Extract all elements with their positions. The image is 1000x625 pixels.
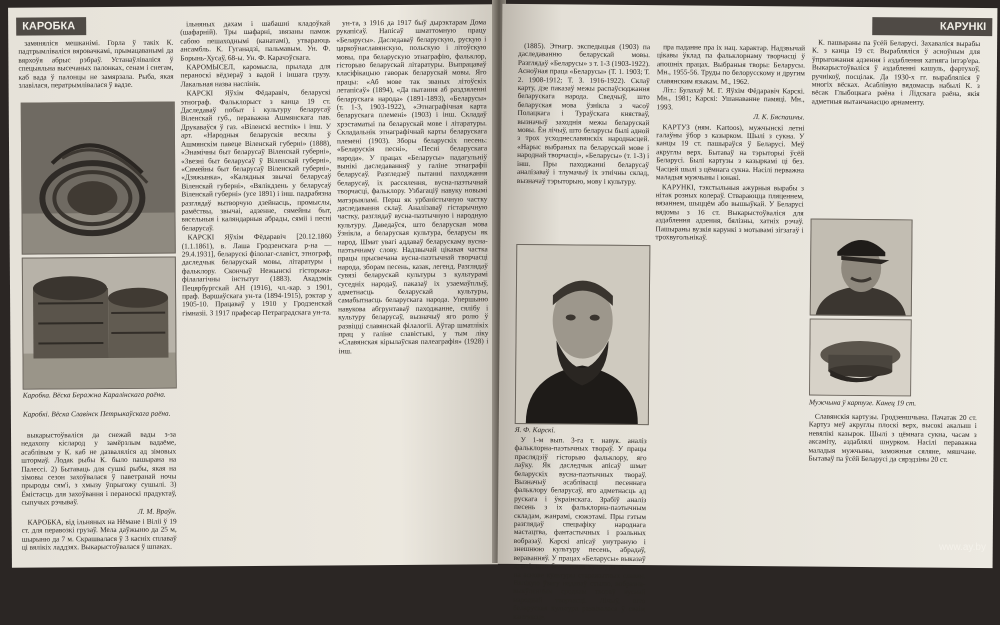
karski-portrait [515, 244, 651, 425]
paragraph: выкарыстоўваліся да снежай вады з-за недахопу кісларод у замёрзлым вадаёме, асаблівым у К. каб не дазваляліся ад зімовых штормаў. Лодак рыбы К. было пашырана на Палессі. 2) Бытаваць для сушкі рыбы, якая на зімовы сезон захоўвалася ў паветранай ночы прыроды сям'і, з хмызу ўпрыгожу сушылі. 3) Ёмістасць для захоўвання і пераноскі прадуктаў, сыпучых рэчываў. [21, 431, 177, 508]
entry-karomysel: КАРОМЫСЕЛ, каромысла, прылада для пераноскі вёдзераў з вадой і іншага грузу. Лакальная назва наслінік. [180, 62, 330, 88]
paragraph: ун-та, з 1916 да 1917 быў дырэктарам Дома рукапісаў. Напісаў шматтомную працу «Беларусы». Даследаваў беларускую, рускую і царкоўнаславянскую, польскую і літоўскую мовы, пра беларускую этнаграфію, фальклор, гісторыю беларускай літаратуры. Выпрацаваў класіфікацыю гаворак беларускай мовы. Яго працы: «Аб мове так званых літоўскіх летапісаў» (1894), «Да пытання аб раздзяленні беларускага народа» (1891-1893), «Беларусы» (т. 1-3, 1903-1922), «Этнаграфічная карта беларускага племені» (1903) і інш. Складаў хрэстаматыі па беларускай мове і літаратуры. Складальнік этнаграфічнай карты беларускага племені (1903). Зборы беларускіх песень: «Беларускія песні», «Песні беларускага народа». У працах «Беларусы» падагульніў вынікі даследаванняў у галіне этнаграфіі беларусаў. Разгледзеў пытанні паходжання беларусаў, іх рассялення, вусна-паэтычнай творчасці, фальклору. Узбагаціў навуку новымі матэрыяламі. Перш як урбаністычную частку даследавання склаў. Аналізаваў гістарычную частку, разглядаў вусна-паэтычную і народную культуру. Даведаўся, што беларуская мова ўзнікла, а беларуская культура, беларусы як народ. Шмат увагі аддаваў беларускаму вусна-паэтычнаму слову. Надзвычай цікавая частка працы прысвечана вусна-паэтычнай творчасці народа, зборам песень, казак, легенд. Разглядаў сувязі беларускай культуры з культурамі суседніх народаў, паказаў іх узаемаўплыў, адметнасць беларускай культуры, самабытнасць беларускага народа. Упершыню навукова абгрунтаваў паходжанне, сялібу і культуру беларусаў, вызначыў яго ролю ў развіцці славянскай філалогіі. Аўтар шматлікіх прац у галіне славістыкі, у тым ліку «Славянская кірылаўская палеаграфія» (1928) і інш. [336, 18, 488, 355]
text-column [516, 42, 650, 241]
text-column [811, 39, 981, 216]
watermark: www.ay.by [939, 542, 986, 553]
paragraph: замяняліся мешканімі. Горла ў такіх К. падтрымліваліся вяровачкамі, прымацаванымі да вярхоўя абрыс рэбраў. Устанаўліваліся ў спецыяльна высечаных палонках, сенам і снегам, каб вада ў палонцы не замярзала. Рыба, якая злавілася, ператрымлівалася ў вадзе. [18, 39, 173, 91]
text-column [653, 43, 806, 564]
cap-photo [809, 319, 912, 397]
text-column [336, 18, 490, 563]
text-column [18, 39, 173, 100]
text-column [514, 436, 647, 563]
paragraph: К. пашыраны па ўсёй Беларусі. Захаваліся вырабы К. з канца 19 ст. Вырабляліся ў асноўным для ўпрыгожання адзення і аздаблення хатняга інтэр'ера. Выкарыстоўваліся ў аздабленні кашуль, фартухоў, ручнікоў, посцілак. Да 1930-х гг. вырабляліся ў многіх вёсках. Асаблівую вядомасць набылі К. з вёсак Глыбоцкага раёна і Лідскага раёна, якія адметныя вытанчанасцю арнаменту. [812, 39, 981, 108]
author-signature: Л. М. Враўн. [22, 507, 177, 516]
literature-note: Літ.: Булахаў М. Г. Яўхім Фёдаравіч Карскі. Мн., 1981; Карскі: Ушанаванне памяці. Мн., 1993. [657, 86, 805, 113]
text-column [180, 19, 334, 564]
fish-drums-photo [22, 257, 177, 390]
paragraph: Славянскія картузы. Гродзеншчына. Пачатак 20 ст. Картуз меў акруглы плоскі верх, высокі акалыш і невялікі казырок. Шылі з цёмнага сукна, часам з аксаміту, аздаблялі шнурком. Насілі пераважна маладыя мужчыны, заможныя сяляне, мяшчане. Бытаваў па ўсёй Беларусі да сярэдзіны 20 ст. [808, 413, 976, 465]
caption-cap: Мужчына ў картузе. Канец 19 ст. [809, 399, 977, 409]
paragraph: У 1-м вып. 3-га т. навук. аналіз фальклорна-паэтычных твораў. У працы праслядзіў гісторыю фальклору, яго лаўку. Як даследчык апісаў шмат беларускіх вусна-паэтычных твораў. Вызначыў асаблівасці песеннага фальклору беларусаў, яго адметнасць ад рускага і ўкраінскага. Зрабіў аналіз песень з іх фальклорна-паэтычным складам, жанрамі, сюжэтамі. Пры гэтым разглядаў спецыфіку народнага мастацтва, фантастычных і рэальных вобразаў. Карскі апісаў унутраную і знешнюю культуру песень, абрадаў, вераванняў. У працах «Беларусы» выказаў думкі, што беларуская культура склалася на аснове культуры старажытных славян. Вялікую ўвагу надаваў стылю, вобразна-выяўленчым сродкам твораў вуснай народнай творчасці. Лічыў, што беларуская культура развівалася ў сваім кантэксце. [513, 436, 647, 622]
man-in-cap-photo [810, 219, 913, 317]
left-page [8, 4, 498, 567]
paragraph: (1885). Этнагр. экспедыцыя (1903) па даследаванню беларускай мовы. Разглядаў «Беларусы» з т. 1-3 (1903-1922). Асноўная праца «Беларусы» (Т. 1. 1903; Т. 2. 1908-1912; Т. 3. 1916-1922). Склаў карту, дзе паказаў межы распаўсюджання беларускага народа. Сведчыў, што беларуская мова ўзнікла з часоў Полацкага і Тураўскага княстваў, вызначыў заходнія межы беларускай мовы. Ён лічыў, што беларусы былі адной з трох усходнеславянскіх народнасцей. «Нарыс выбраных па беларускай мове і народнай творчасці», «Беларусы» (т. 1-3) і інш. Пры паходжанні беларусаў аналізаваў і тлумачыў іх этнічны склад, вызначаў тэрыторыю, мову і культуру. [517, 42, 650, 186]
page-header-left: КАРОБКА [16, 17, 86, 35]
page-header-right: КАРУНКІ [872, 17, 992, 36]
author-signature: Л. К. Бяспашчы. [656, 112, 804, 122]
entry-karunki: КАРУНКІ, тэкстыльныя ажурныя вырабы з нітак розных колераў. Ствараюцца пляценнем, вязаннем, шыццём або вышыўкай. У Беларусі вядомы з 16 ст. Выкарыстоўваліся для аздаблення адзення, бялізны, хатніх рэчаў. Пашыраны вузкія карункі з мотывамі зігзагаў і трохвугольнікаў. [655, 183, 804, 243]
right-page [498, 4, 998, 568]
entry-karski-1: КАРСКІ Яўхім Фёдаравіч, беларускі этнограф. Фальклорыст з канца 19 ст. Даследаваў побыт і культуру беларусаў Віленскай губ., пераважна Ашмянскага пав. Друкаваўся ў газ. «Віленскі вестнік» і інш. У арт. «Народныя беларускія весялы ў Ашмянскім павеце Віленскай губерні» (1888), «Энамічны быт беларусаў Віленскай губерні», «Звезні быт беларусаў ў Віленскай губерні», «Сямейны быт беларусаў Віленскай губерні», «Дзяжынка», «Калядныя звычаі беларусаў Віленскай губерні», «Вялікдзень у беларусаў Віленскай губерні» (усе 1891) і інш. падрабязна разглядаў вытворчую дзейнасць, промыслы, рамёствы, звычаі, адзенне, сямейны быт, вясельныя і каляндарныя абрады, сяміі і песні беларусаў. [181, 89, 332, 233]
entry-karobka: КАРОБКА, від ільняных на Нёмане і Віліі ў 19 ст. для перавозкі грузаў. Мела даўжыню да 25 м, шырыню да 7 м. Скрашвалася ў 3 касніх сплаваў ці вялікіх ладдзях. Выкарыстоўвалася ў шпаках. [22, 518, 177, 553]
text-column [21, 431, 177, 566]
basket-photo [21, 102, 176, 255]
paragraph: ільняных дахам і шабашні кладоўкай (шафарній). Тры шафарні, звязаны памож сабою пешаходнымі (канатамі), утвараюць ансамбль. К. Гуганадзі, пальмавым. Ун. Ф. Борынь-Хусаў, 68-ы. Ун. Ф. Карачэўскага. [180, 19, 330, 62]
entry-karski-2: КАРСКІ Яўхім Фёдаравіч [20.12.1860 (1.1.1861), в. Лаша Гродзенскага р-на — 29.4.1931], беларускі філолаг-славіст, этнограф, даследчык беларускай мовы, літаратуры і фальклору. Скончыў Нежынскі гісторыка-філалагічны інстытут (1883). Акадэмік Пецярбургскай АН (1916), чл.-кар. з 1901, праф. Варшаўскага ун-та (1894-1915), рэктар у 1905-10. Працаваў у 1910 у Гродзенскай гімназіі. З 1917 прафесар Петраградскага ун-та. [182, 233, 333, 318]
caption-portrait: Я. Ф. Карскі. [515, 426, 647, 436]
caption-basket: Каробка. Вёска Беражна Каралінскага раёна. [23, 391, 175, 400]
entry-kartuz: КАРТУЗ (ням. Kartoos), мужчынскі летні галаўны ўбор з казырком. Шылі з сукна. У канцы 19 ст. пашыраўся ў Беларусі. Меў акруглы верх. Бытаваў на тэрыторыі ўсёй Беларусі. Былі картузы з казыркамі ці без. Часцей шылі з цёмнага сукна. Насілі перважна маладыя мужчыны і юнакі. [656, 123, 805, 183]
caption-drums: Каробкі. Вёска Славінск Петрыкаўскага раёна. [23, 410, 175, 419]
paragraph: пра паданне пра іх нац. характар. Надзвычай цікавы ўклад па фальклорнаму творчасці ў апошніх працах. Выбраныя творы: Беларусы. Мн., 1955-56. Труды по белорусскому и другим славянским языкам. М., 1962. [657, 43, 805, 86]
